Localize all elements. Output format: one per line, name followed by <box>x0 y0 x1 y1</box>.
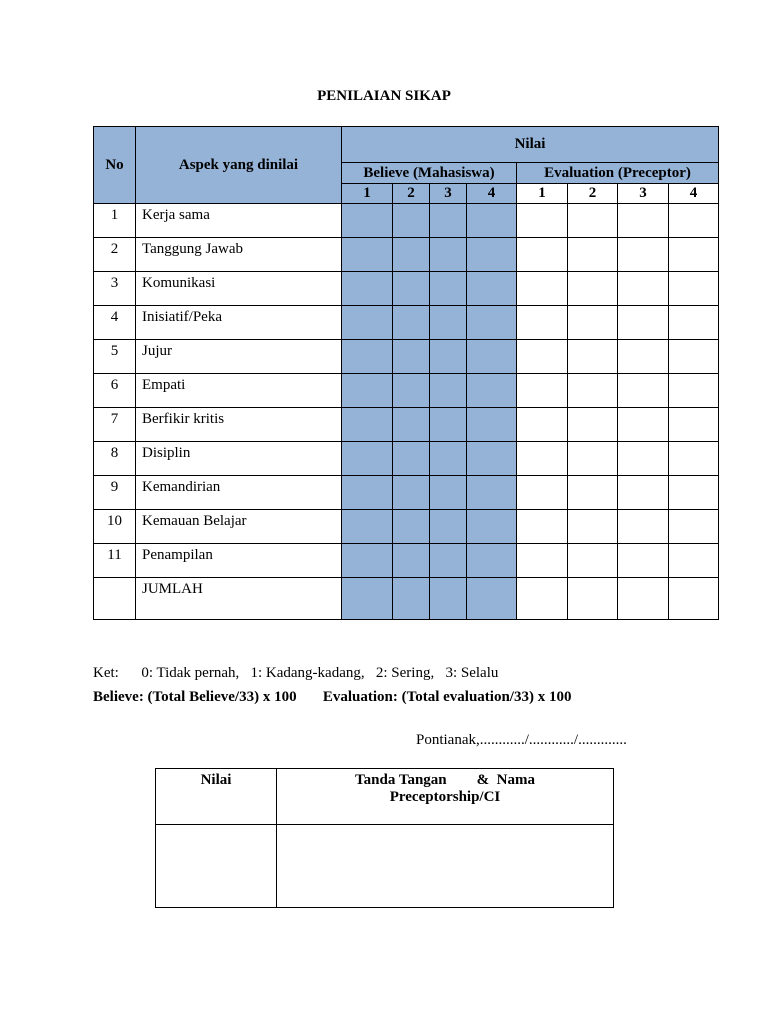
believe-score-cell[interactable] <box>430 442 467 476</box>
evaluation-score-cell[interactable] <box>669 238 719 272</box>
believe-score-cell[interactable] <box>430 476 467 510</box>
header-nilai: Nilai <box>342 127 719 163</box>
believe-score-cell[interactable] <box>393 442 430 476</box>
evaluation-score-cell[interactable] <box>618 204 669 238</box>
evaluation-score-cell[interactable] <box>568 476 618 510</box>
sign-header-tanda <box>277 769 614 825</box>
row-number: 3 <box>94 272 136 306</box>
evaluation-score-cell[interactable] <box>568 204 618 238</box>
believe-col-4: 4 <box>467 184 517 204</box>
believe-score-cell[interactable] <box>393 204 430 238</box>
table-body <box>94 204 719 620</box>
believe-score-cell[interactable] <box>393 340 430 374</box>
believe-score-cell[interactable] <box>430 306 467 340</box>
row-number: 6 <box>94 374 136 408</box>
row-number: 4 <box>94 306 136 340</box>
believe-score-cell[interactable] <box>342 578 393 620</box>
evaluation-score-cell[interactable] <box>568 238 618 272</box>
page-title: PENILAIAN SIKAP <box>317 88 451 104</box>
believe-score-cell[interactable] <box>430 578 467 620</box>
believe-score-cell[interactable] <box>342 306 393 340</box>
table-row <box>94 442 719 476</box>
evaluation-score-cell[interactable] <box>618 408 669 442</box>
table-row <box>94 578 719 620</box>
believe-score-cell[interactable] <box>393 578 430 620</box>
evaluation-score-cell[interactable] <box>618 510 669 544</box>
row-aspect: Kerja sama <box>136 204 342 238</box>
believe-score-cell[interactable] <box>430 238 467 272</box>
evaluation-score-cell[interactable] <box>669 476 719 510</box>
evaluation-score-cell[interactable] <box>517 442 568 476</box>
sign-signature-cell[interactable] <box>277 825 614 908</box>
row-aspect: Inisiatif/Peka <box>136 306 342 340</box>
believe-score-cell[interactable] <box>430 374 467 408</box>
evaluation-col-3: 3 <box>618 184 669 204</box>
believe-score-cell[interactable] <box>342 238 393 272</box>
row-number: 8 <box>94 442 136 476</box>
signature-table <box>155 768 614 908</box>
evaluation-score-cell[interactable] <box>568 374 618 408</box>
evaluation-score-cell[interactable] <box>669 442 719 476</box>
evaluation-score-cell[interactable] <box>517 476 568 510</box>
row-number <box>94 578 136 620</box>
evaluation-score-cell[interactable] <box>669 306 719 340</box>
evaluation-col-4: 4 <box>669 184 719 204</box>
believe-score-cell[interactable] <box>430 340 467 374</box>
evaluation-col-2: 2 <box>568 184 618 204</box>
evaluation-score-cell[interactable] <box>669 544 719 578</box>
evaluation-score-cell[interactable] <box>517 578 568 620</box>
evaluation-score-cell[interactable] <box>517 340 568 374</box>
evaluation-score-cell[interactable] <box>517 204 568 238</box>
table-row <box>94 238 719 272</box>
evaluation-col-1: 1 <box>517 184 568 204</box>
believe-score-cell[interactable] <box>393 238 430 272</box>
believe-score-cell[interactable] <box>342 272 393 306</box>
evaluation-score-cell[interactable] <box>517 238 568 272</box>
header-aspek: Aspek yang dinilai <box>136 127 342 204</box>
believe-col-1: 1 <box>342 184 393 204</box>
row-aspect: Penampilan <box>136 544 342 578</box>
evaluation-score-cell[interactable] <box>669 272 719 306</box>
header-believe: Believe (Mahasiswa) <box>342 163 517 184</box>
believe-score-cell[interactable] <box>467 238 517 272</box>
evaluation-score-cell[interactable] <box>517 272 568 306</box>
believe-score-cell[interactable] <box>467 578 517 620</box>
evaluation-score-cell[interactable] <box>568 306 618 340</box>
sign-header-line1: Tanda Tangan & Nama <box>355 772 535 788</box>
evaluation-score-cell[interactable] <box>568 442 618 476</box>
evaluation-score-cell[interactable] <box>669 578 719 620</box>
legend-note: Ket: 0: Tidak pernah, 1: Kadang-kadang, 2: Sering, 3: Selalu <box>93 665 499 681</box>
sign-nilai-cell[interactable] <box>156 825 277 908</box>
row-aspect: Jujur <box>136 340 342 374</box>
evaluation-score-cell[interactable] <box>568 510 618 544</box>
table-row <box>94 374 719 408</box>
evaluation-score-cell[interactable] <box>568 340 618 374</box>
evaluation-score-cell[interactable] <box>618 306 669 340</box>
evaluation-score-cell[interactable] <box>669 204 719 238</box>
evaluation-score-cell[interactable] <box>669 408 719 442</box>
row-number: 11 <box>94 544 136 578</box>
evaluation-score-cell[interactable] <box>568 272 618 306</box>
row-aspect: Komunikasi <box>136 272 342 306</box>
evaluation-score-cell[interactable] <box>517 510 568 544</box>
believe-score-cell[interactable] <box>467 374 517 408</box>
believe-score-cell[interactable] <box>467 272 517 306</box>
believe-score-cell[interactable] <box>393 272 430 306</box>
evaluation-score-cell[interactable] <box>618 476 669 510</box>
sign-header-nilai: Nilai <box>156 769 277 825</box>
sign-header-line2: Preceptorship/CI <box>389 789 501 805</box>
believe-score-cell[interactable] <box>393 476 430 510</box>
believe-score-cell[interactable] <box>430 408 467 442</box>
believe-score-cell[interactable] <box>342 510 393 544</box>
evaluation-score-cell[interactable] <box>618 238 669 272</box>
row-number: 9 <box>94 476 136 510</box>
row-number: 1 <box>94 204 136 238</box>
row-aspect: JUMLAH <box>136 578 342 620</box>
believe-score-cell[interactable] <box>467 442 517 476</box>
evaluation-score-cell[interactable] <box>669 374 719 408</box>
evaluation-score-cell[interactable] <box>568 578 618 620</box>
believe-score-cell[interactable] <box>342 374 393 408</box>
believe-score-cell[interactable] <box>393 374 430 408</box>
evaluation-score-cell[interactable] <box>568 544 618 578</box>
row-aspect: Kemauan Belajar <box>136 510 342 544</box>
evaluation-score-cell[interactable] <box>517 544 568 578</box>
evaluation-score-cell[interactable] <box>669 340 719 374</box>
believe-score-cell[interactable] <box>393 306 430 340</box>
evaluation-score-cell[interactable] <box>618 374 669 408</box>
header-no: No <box>94 127 136 204</box>
row-number: 5 <box>94 340 136 374</box>
evaluation-score-cell[interactable] <box>618 340 669 374</box>
row-number: 10 <box>94 510 136 544</box>
believe-score-cell[interactable] <box>342 476 393 510</box>
evaluation-score-cell[interactable] <box>618 578 669 620</box>
believe-col-2: 2 <box>393 184 430 204</box>
row-aspect: Empati <box>136 374 342 408</box>
believe-score-cell[interactable] <box>430 204 467 238</box>
believe-score-cell[interactable] <box>430 272 467 306</box>
evaluation-score-cell[interactable] <box>669 510 719 544</box>
table-row <box>94 340 719 374</box>
believe-score-cell[interactable] <box>467 544 517 578</box>
believe-score-cell[interactable] <box>430 544 467 578</box>
row-aspect: Berfikir kritis <box>136 408 342 442</box>
table-row <box>94 510 719 544</box>
table-row <box>94 204 719 238</box>
header-evaluation: Evaluation (Preceptor) <box>517 163 719 184</box>
row-number: 7 <box>94 408 136 442</box>
row-number: 2 <box>94 238 136 272</box>
formula-note: Believe: (Total Believe/33) x 100 Evaluation: (Total evaluation/33) x 100 <box>93 689 572 705</box>
table-row <box>94 408 719 442</box>
table-row <box>94 476 719 510</box>
evaluation-score-cell[interactable] <box>618 272 669 306</box>
row-aspect: Kemandirian <box>136 476 342 510</box>
table-row <box>94 544 719 578</box>
believe-col-3: 3 <box>430 184 467 204</box>
table-row <box>94 272 719 306</box>
believe-score-cell[interactable] <box>467 476 517 510</box>
evaluation-score-cell[interactable] <box>618 544 669 578</box>
believe-score-cell[interactable] <box>342 408 393 442</box>
believe-score-cell[interactable] <box>467 408 517 442</box>
evaluation-score-cell[interactable] <box>568 408 618 442</box>
evaluation-score-cell[interactable] <box>517 408 568 442</box>
place-date: Pontianak,............/............/............. <box>416 732 627 748</box>
table-row <box>94 306 719 340</box>
believe-score-cell[interactable] <box>342 544 393 578</box>
assessment-table <box>93 126 719 620</box>
believe-score-cell[interactable] <box>467 204 517 238</box>
believe-score-cell[interactable] <box>467 340 517 374</box>
believe-score-cell[interactable] <box>467 306 517 340</box>
believe-score-cell[interactable] <box>393 408 430 442</box>
row-aspect: Disiplin <box>136 442 342 476</box>
evaluation-score-cell[interactable] <box>517 306 568 340</box>
believe-score-cell[interactable] <box>342 340 393 374</box>
believe-score-cell[interactable] <box>342 204 393 238</box>
believe-score-cell[interactable] <box>467 510 517 544</box>
believe-score-cell[interactable] <box>430 510 467 544</box>
believe-score-cell[interactable] <box>342 442 393 476</box>
evaluation-score-cell[interactable] <box>618 442 669 476</box>
believe-score-cell[interactable] <box>393 510 430 544</box>
row-aspect: Tanggung Jawab <box>136 238 342 272</box>
evaluation-score-cell[interactable] <box>517 374 568 408</box>
believe-score-cell[interactable] <box>393 544 430 578</box>
